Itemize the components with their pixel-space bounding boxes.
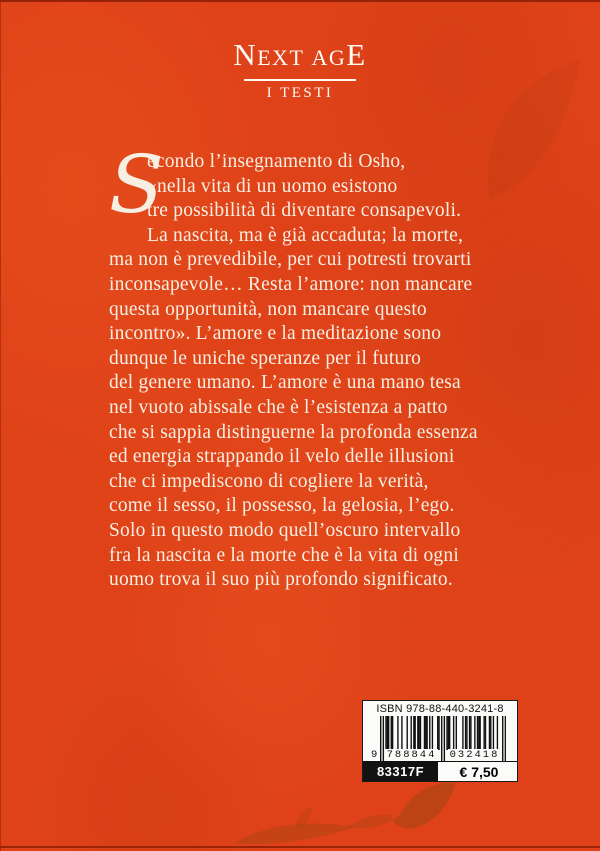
drop-cap: S xyxy=(109,138,165,231)
blurb-line: inconsapevole… Resta l’amore: non mancare xyxy=(109,273,473,295)
blurb-line: La nascita, ma è già accaduta; la morte, xyxy=(147,224,464,246)
series-header xyxy=(0,37,600,102)
blurb-text xyxy=(109,138,509,593)
blurb-line: fra la nascita e la morte che è la vita di ogni xyxy=(109,544,459,566)
logo-letter: E xyxy=(346,37,367,72)
ean-digit-group: 788844 xyxy=(386,749,437,761)
series-logo xyxy=(0,37,600,76)
blurb-line: come il sesso, il possesso, la gelosia, l’ego. xyxy=(109,495,455,517)
blurb-line: dunque le uniche speranze per il futuro xyxy=(109,347,422,369)
price: € 7,50 xyxy=(441,762,517,781)
isbn-number: ISBN 978-88-440-3241-8 xyxy=(376,703,504,715)
ean-barcode xyxy=(371,716,509,762)
logo-letters: AG xyxy=(311,45,347,70)
blurb-line: ed energia strappando il velo delle illusioni xyxy=(109,446,455,468)
blurb-line: nel vuoto abissale che è l’esistenza a patto xyxy=(109,396,448,418)
blurb-line: che ci impediscono di cogliere la verità, xyxy=(109,470,429,492)
bottom-edge-line xyxy=(0,846,600,848)
blurb-line: incontro». L’amore e la meditazione sono xyxy=(109,323,442,345)
blurb-line: questa opportunità, non mancare questo xyxy=(109,298,427,320)
ean-digit-first: 9 xyxy=(371,749,378,761)
barcode-label xyxy=(362,700,518,782)
blurb-line: del genere umano. L’amore è una mano tesa xyxy=(109,372,461,394)
left-edge-line xyxy=(0,0,1,851)
leaf-watermark xyxy=(340,775,470,840)
logo-letter: N xyxy=(233,37,258,72)
blurb-line: tre possibilità di diventare consapevoli. xyxy=(147,200,462,222)
blurb-line: ma non è prevedibile, per cui potresti trovarti xyxy=(109,249,472,271)
logo-letters: EXT xyxy=(257,45,305,70)
product-code: 83317F xyxy=(363,762,438,781)
top-edge-line xyxy=(0,0,600,2)
logo-divider xyxy=(244,79,356,81)
label-bottom-row xyxy=(363,761,517,781)
blurb-line: Solo in questo modo quell’oscuro intervallo xyxy=(109,519,461,541)
blurb-line: uomo trova il suo più profondo significato. xyxy=(109,569,453,591)
leaf-watermark xyxy=(225,805,365,850)
ean-digit-group: 032418 xyxy=(449,749,500,761)
blurb-line: econdo l’insegnamento di Osho, xyxy=(147,151,406,172)
blurb-line: «nella vita di un uomo esistono xyxy=(147,175,398,197)
series-subtitle: I TESTI xyxy=(266,85,334,101)
blurb-line: che si sappia distinguerne la profonda essenza xyxy=(109,421,478,443)
